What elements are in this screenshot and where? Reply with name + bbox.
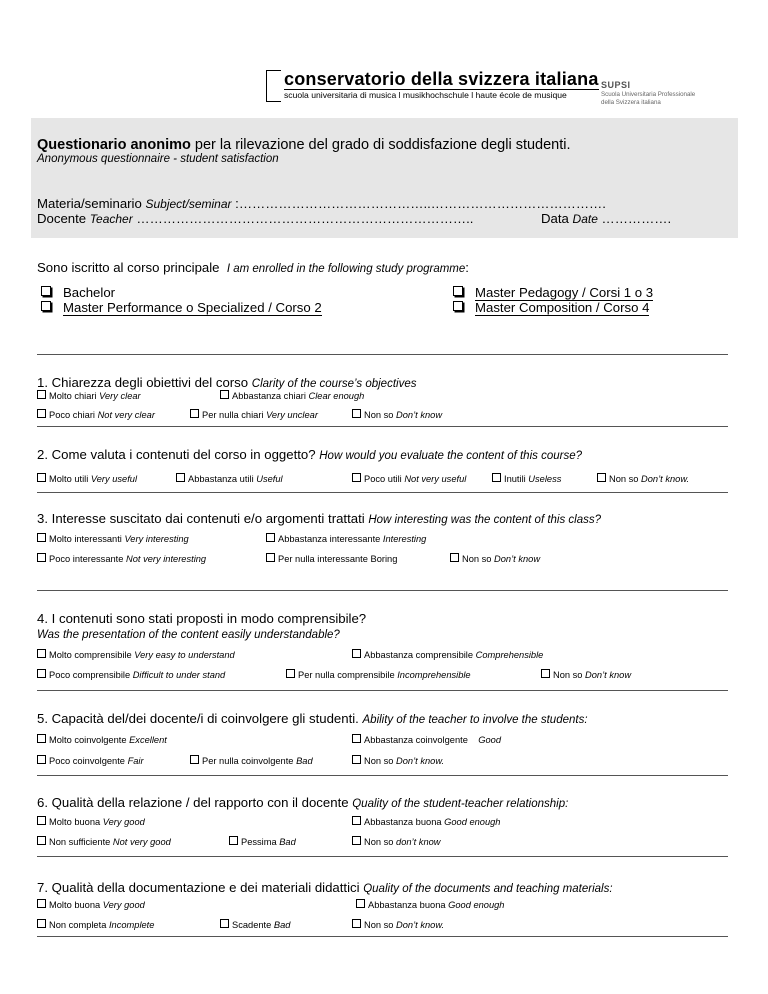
enrollment-label: Sono iscritto al corso principale I am enrolled in the following study programme: [37, 260, 469, 275]
q6-option-4[interactable]: Pessima Bad [229, 836, 296, 847]
q2-option-1[interactable]: Molto utili Very useful [37, 473, 137, 484]
checkbox-icon[interactable] [352, 755, 361, 764]
q6-option-2[interactable]: Abbastanza buona Good enough [352, 816, 500, 827]
q3-option-5[interactable]: Non so Don’t know [450, 553, 540, 564]
checkbox-icon[interactable] [190, 409, 199, 418]
checkbox-icon[interactable] [450, 553, 459, 562]
q1-option-3[interactable]: Poco chiari Not very clear [37, 409, 155, 420]
logo-mark [266, 70, 281, 102]
question-2-title: 2. Come valuta i contenuti del corso in oggetto? How would you evaluate the content of this course? [37, 447, 582, 462]
checkbox-icon[interactable] [541, 669, 550, 678]
checkbox-icon[interactable] [453, 286, 463, 296]
checkbox-icon[interactable] [220, 390, 229, 399]
checkbox-icon[interactable] [37, 553, 46, 562]
q7-option-4[interactable]: Scadente Bad [220, 919, 290, 930]
checkbox-icon[interactable] [492, 473, 501, 482]
supsi-subtitle: Scuola Universitaria Professionale della Svizzera italiana [601, 91, 696, 106]
checkbox-icon[interactable] [37, 409, 46, 418]
q3-option-3[interactable]: Poco interessante Not very interesting [37, 553, 206, 564]
question-5-title: 5. Capacità del/dei docente/i di coinvolgere gli studenti. Ability of the teacher to involve the students: [37, 711, 588, 726]
checkbox-icon[interactable] [37, 816, 46, 825]
divider [37, 354, 728, 355]
q5-option-1[interactable]: Molto coinvolgente Excellent [37, 734, 167, 745]
checkbox-icon[interactable] [41, 286, 51, 296]
divider [37, 426, 728, 427]
question-4-title-en: Was the presentation of the content easily understandable? [37, 629, 340, 641]
q4-option-1[interactable]: Molto comprensibile Very easy to understand [37, 649, 235, 660]
divider [37, 690, 728, 691]
q2-option-4[interactable]: Inutili Useless [492, 473, 561, 484]
page-subtitle: Anonymous questionnaire - student satisfaction [37, 153, 279, 165]
checkbox-icon[interactable] [597, 473, 606, 482]
checkbox-icon[interactable] [286, 669, 295, 678]
q1-option-2[interactable]: Abbastanza chiari Clear enough [220, 390, 364, 401]
logo-title: conservatorio della svizzera italiana [284, 69, 599, 89]
checkbox-icon[interactable] [41, 301, 51, 311]
q2-option-5[interactable]: Non so Don’t know. [597, 473, 689, 484]
checkbox-icon[interactable] [37, 669, 46, 678]
checkbox-icon[interactable] [352, 649, 361, 658]
q6-option-5[interactable]: Non so don’t know [352, 836, 441, 847]
q4-option-2[interactable]: Abbastanza comprensibile Comprehensible [352, 649, 543, 660]
checkbox-icon[interactable] [356, 899, 365, 908]
program-master-performance[interactable]: Master Performance o Specialized / Corso 2 [41, 300, 322, 315]
logo-subtitle: scuola universitaria di musica l musikhochschule l haute école de musique [284, 90, 567, 100]
divider [37, 856, 728, 857]
q1-option-5[interactable]: Non so Don’t know [352, 409, 442, 420]
checkbox-icon[interactable] [37, 836, 46, 845]
supsi-logo: SUPSI [601, 80, 631, 90]
checkbox-icon[interactable] [266, 533, 275, 542]
question-7-title: 7. Qualità della documentazione e dei materiali didattici Quality of the documents and teaching materials: [37, 880, 613, 895]
q5-option-5[interactable]: Non so Don’t know. [352, 755, 444, 766]
checkbox-icon[interactable] [37, 390, 46, 399]
q7-option-3[interactable]: Non completa Incomplete [37, 919, 154, 930]
divider [37, 936, 728, 937]
checkbox-icon[interactable] [352, 409, 361, 418]
checkbox-icon[interactable] [37, 734, 46, 743]
question-3-title: 3. Interesse suscitato dai contenuti e/o argomenti trattati How interesting was the content of this class? [37, 511, 602, 526]
q3-option-4[interactable]: Per nulla interessante Boring [266, 553, 397, 564]
materia-field[interactable]: Materia/seminario Subject/seminar :……………………………………..…………………………………. [37, 196, 606, 211]
q5-option-3[interactable]: Poco coinvolgente Fair [37, 755, 144, 766]
program-master-composition[interactable]: Master Composition / Corso 4 [453, 300, 649, 315]
q5-option-4[interactable]: Per nulla coinvolgente Bad [190, 755, 313, 766]
q1-option-4[interactable]: Per nulla chiari Very unclear [190, 409, 318, 420]
q5-option-2[interactable]: Abbastanza coinvolgente Good [352, 734, 501, 745]
checkbox-icon[interactable] [352, 816, 361, 825]
checkbox-icon[interactable] [220, 919, 229, 928]
divider [37, 590, 728, 591]
question-1-title: 1. Chiarezza degli obiettivi del corso Clarity of the course’s objectives [37, 375, 417, 390]
checkbox-icon[interactable] [352, 919, 361, 928]
q1-option-1[interactable]: Molto chiari Very clear [37, 390, 141, 401]
q4-option-4[interactable]: Per nulla comprensibile Incomprehensible [286, 669, 471, 680]
question-6-title: 6. Qualità della relazione / del rapporto con il docente Quality of the student-teacher relationship: [37, 795, 569, 810]
q6-option-3[interactable]: Non sufficiente Not very good [37, 836, 171, 847]
q6-option-1[interactable]: Molto buona Very good [37, 816, 145, 827]
program-bachelor[interactable]: Bachelor [41, 285, 115, 300]
checkbox-icon[interactable] [352, 836, 361, 845]
page-title: Questionario anonimo per la rilevazione del grado di soddisfazione degli studenti. [37, 137, 571, 153]
checkbox-icon[interactable] [176, 473, 185, 482]
checkbox-icon[interactable] [37, 649, 46, 658]
checkbox-icon[interactable] [37, 919, 46, 928]
q3-option-1[interactable]: Molto interessanti Very interesting [37, 533, 189, 544]
q7-option-2[interactable]: Abbastanza buona Good enough [356, 899, 504, 910]
checkbox-icon[interactable] [352, 734, 361, 743]
q7-option-1[interactable]: Molto buona Very good [37, 899, 145, 910]
checkbox-icon[interactable] [37, 533, 46, 542]
divider [37, 492, 728, 493]
checkbox-icon[interactable] [37, 473, 46, 482]
checkbox-icon[interactable] [37, 755, 46, 764]
checkbox-icon[interactable] [352, 473, 361, 482]
checkbox-icon[interactable] [266, 553, 275, 562]
docente-field[interactable]: Docente Teacher ………………………………………………………………….. [37, 211, 474, 226]
checkbox-icon[interactable] [37, 899, 46, 908]
program-master-pedagogy[interactable]: Master Pedagogy / Corsi 1 o 3 [453, 285, 653, 300]
q4-option-5[interactable]: Non so Don’t know [541, 669, 631, 680]
question-4-title: 4. I contenuti sono stati proposti in modo comprensibile? [37, 611, 367, 626]
checkbox-icon[interactable] [229, 836, 238, 845]
q3-option-2[interactable]: Abbastanza interessante Interesting [266, 533, 426, 544]
checkbox-icon[interactable] [190, 755, 199, 764]
divider [37, 775, 728, 776]
date-field[interactable]: Data Date ……………. [541, 211, 672, 226]
q2-option-2[interactable]: Abbastanza utili Useful [176, 473, 283, 484]
checkbox-icon[interactable] [453, 301, 463, 311]
q4-option-3[interactable]: Poco comprensibile Difficult to under stand [37, 669, 225, 680]
q7-option-5[interactable]: Non so Don’t know. [352, 919, 444, 930]
q2-option-3[interactable]: Poco utili Not very useful [352, 473, 466, 484]
